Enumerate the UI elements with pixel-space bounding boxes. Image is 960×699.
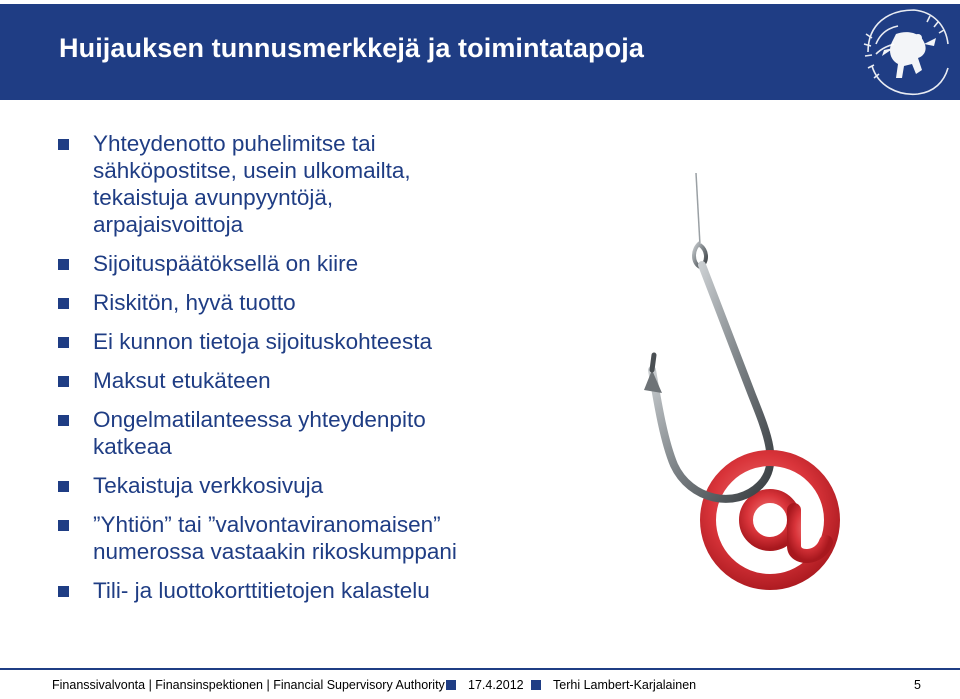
header-bar: [0, 0, 960, 100]
finnish-lion-crest-icon: [858, 4, 952, 100]
footer-separator-icon: [446, 680, 456, 690]
footer-date: 17.4.2012: [468, 678, 524, 692]
bullet-item: ”Yhtiön” tai ”valvontaviranomaisen” numerossa vastaakin rikoskumppani: [58, 511, 618, 565]
bullet-item: Ongelmatilanteessa yhteydenpito katkeaa: [58, 406, 618, 460]
bullet-item: Tili- ja luottokorttitietojen kalastelu: [58, 577, 618, 604]
bullet-square-icon: [58, 520, 69, 531]
footer: [0, 668, 960, 699]
bullet-item: Ei kunnon tietoja sijoituskohteesta: [58, 328, 618, 355]
bullet-item: Tekaistuja verkkosivuja: [58, 472, 618, 499]
bullet-item: Yhteydenotto puhelimitse tai sähköpostitse, usein ulkomailta, tekaistuja avunpyyntöjä, arpajaisvoittoja: [58, 130, 618, 238]
footer-organization: Finanssivalvonta | Finansinspektionen | Financial Supervisory Authority: [52, 678, 445, 692]
bullet-square-icon: [58, 376, 69, 387]
header-top-rule: [0, 0, 960, 4]
bullet-square-icon: [58, 259, 69, 270]
bullet-square-icon: [58, 139, 69, 150]
bullet-square-icon: [58, 337, 69, 348]
footer-author: Terhi Lambert-Karjalainen: [553, 678, 697, 692]
bullet-square-icon: [58, 298, 69, 309]
bullet-list: [58, 130, 618, 616]
bullet-square-icon: [58, 481, 69, 492]
bullet-square-icon: [58, 415, 69, 426]
fishing-hook-at-sign-icon: [640, 165, 865, 595]
bullet-item: Sijoituspäätöksellä on kiire: [58, 250, 618, 277]
bullet-square-icon: [58, 586, 69, 597]
bullet-item: Riskitön, hyvä tuotto: [58, 289, 618, 316]
footer-rule: [0, 668, 960, 670]
footer-separator-icon: [531, 680, 541, 690]
bullet-item: Maksut etukäteen: [58, 367, 618, 394]
slide-title: Huijauksen tunnusmerkkejä ja toimintatapoja: [59, 33, 644, 63]
page-number: 5: [914, 678, 921, 692]
